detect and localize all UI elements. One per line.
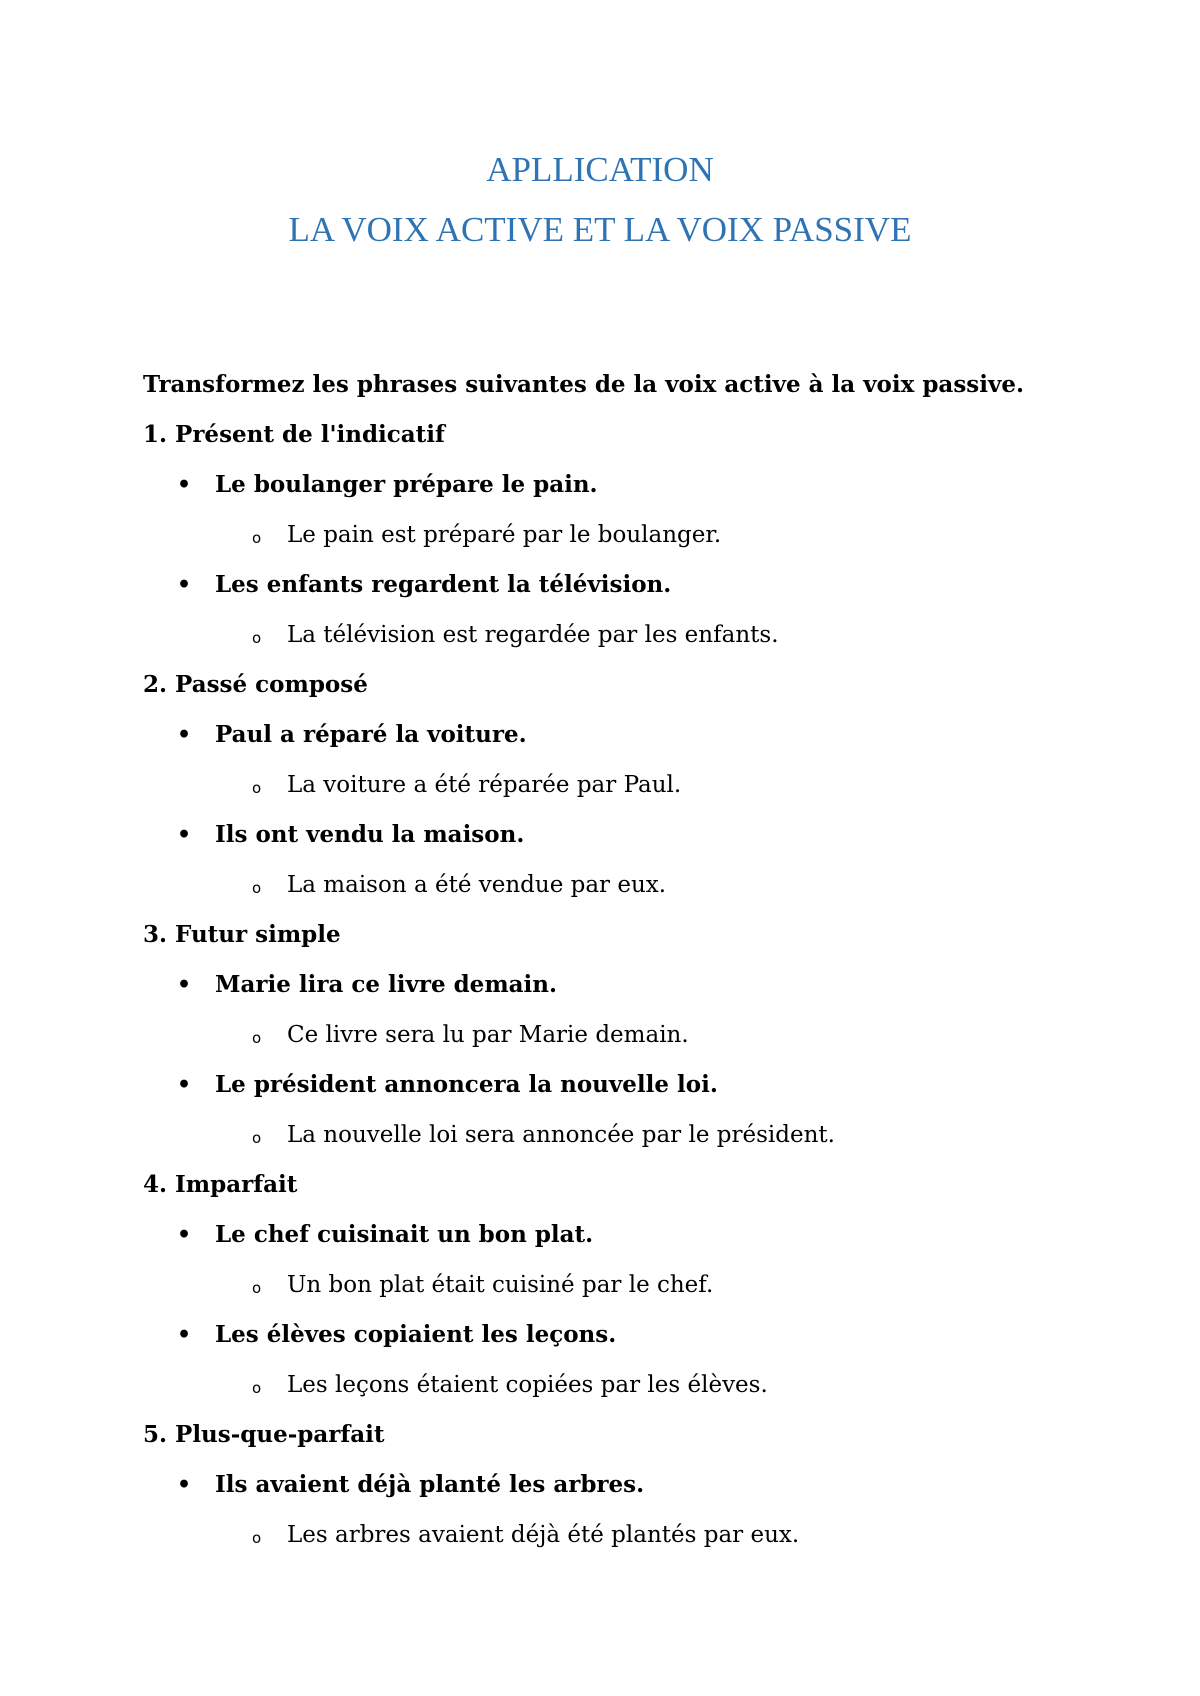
list-item	[143, 710, 1103, 760]
answer-item	[143, 1260, 1103, 1310]
list-item	[143, 460, 1103, 510]
sub-bullet-icon: o	[252, 1529, 262, 1547]
passive-sentence: Les leçons étaient copiées par les élèves.	[287, 1372, 768, 1398]
passive-sentence: La maison a été vendue par eux.	[287, 872, 667, 898]
passive-sentence: Un bon plat était cuisiné par le chef.	[287, 1272, 714, 1298]
passive-sentence: La voiture a été réparée par Paul.	[287, 772, 682, 798]
sub-bullet-icon: o	[252, 1379, 262, 1397]
section-heading: 2. Passé composé	[143, 671, 368, 698]
answer-item	[143, 1510, 1103, 1560]
answer-item	[143, 860, 1103, 910]
bullet-icon: •	[177, 822, 192, 848]
sub-bullet-icon: o	[252, 1279, 262, 1297]
passive-sentence: Le pain est préparé par le boulanger.	[287, 522, 722, 548]
answer-item	[143, 760, 1103, 810]
list-item	[143, 1210, 1103, 1260]
title-line-1: APLLICATION	[486, 150, 714, 189]
passive-sentence: Ce livre sera lu par Marie demain.	[287, 1022, 689, 1048]
list-item	[143, 1460, 1103, 1510]
instruction-text: Transformez les phrases suivantes de la voix active à la voix passive.	[143, 371, 1024, 398]
bullet-icon: •	[177, 1322, 192, 1348]
document-title	[0, 140, 1200, 260]
section-heading: 1. Présent de l'indicatif	[143, 421, 445, 448]
list-item	[143, 1060, 1103, 1110]
bullet-icon: •	[177, 472, 192, 498]
sub-bullet-icon: o	[252, 879, 262, 897]
passive-sentence: Les arbres avaient déjà été plantés par eux.	[287, 1522, 800, 1548]
active-sentence: Marie lira ce livre demain.	[215, 971, 558, 998]
active-sentence: Ils avaient déjà planté les arbres.	[215, 1471, 645, 1498]
answer-item	[143, 1360, 1103, 1410]
bullet-icon: •	[177, 1072, 192, 1098]
bullet-icon: •	[177, 572, 192, 598]
list-item	[143, 1310, 1103, 1360]
active-sentence: Ils ont vendu la maison.	[215, 821, 525, 848]
bullet-icon: •	[177, 972, 192, 998]
sub-bullet-icon: o	[252, 1029, 262, 1047]
active-sentence: Le boulanger prépare le pain.	[215, 471, 598, 498]
section-heading: 5. Plus-que-parfait	[143, 1421, 385, 1448]
title-line-2: LA VOIX ACTIVE ET LA VOIX PASSIVE	[288, 210, 912, 249]
active-sentence: Le président annoncera la nouvelle loi.	[215, 1071, 718, 1098]
exercise-content	[143, 360, 1103, 1560]
passive-sentence: La nouvelle loi sera annoncée par le président.	[287, 1122, 835, 1148]
bullet-icon: •	[177, 722, 192, 748]
sub-bullet-icon: o	[252, 629, 262, 647]
answer-item	[143, 1010, 1103, 1060]
sub-bullet-icon: o	[252, 779, 262, 797]
section-heading: 4. Imparfait	[143, 1171, 298, 1198]
active-sentence: Paul a réparé la voiture.	[215, 721, 527, 748]
sub-bullet-icon: o	[252, 1129, 262, 1147]
active-sentence: Les enfants regardent la télévision.	[215, 571, 672, 598]
list-item	[143, 560, 1103, 610]
answer-item	[143, 610, 1103, 660]
passive-sentence: La télévision est regardée par les enfants.	[287, 622, 779, 648]
sub-bullet-icon: o	[252, 529, 262, 547]
answer-item	[143, 1110, 1103, 1160]
section-heading: 3. Futur simple	[143, 921, 341, 948]
bullet-icon: •	[177, 1472, 192, 1498]
bullet-icon: •	[177, 1222, 192, 1248]
active-sentence: Le chef cuisinait un bon plat.	[215, 1221, 594, 1248]
list-item	[143, 810, 1103, 860]
answer-item	[143, 510, 1103, 560]
list-item	[143, 960, 1103, 1010]
active-sentence: Les élèves copiaient les leçons.	[215, 1321, 617, 1348]
